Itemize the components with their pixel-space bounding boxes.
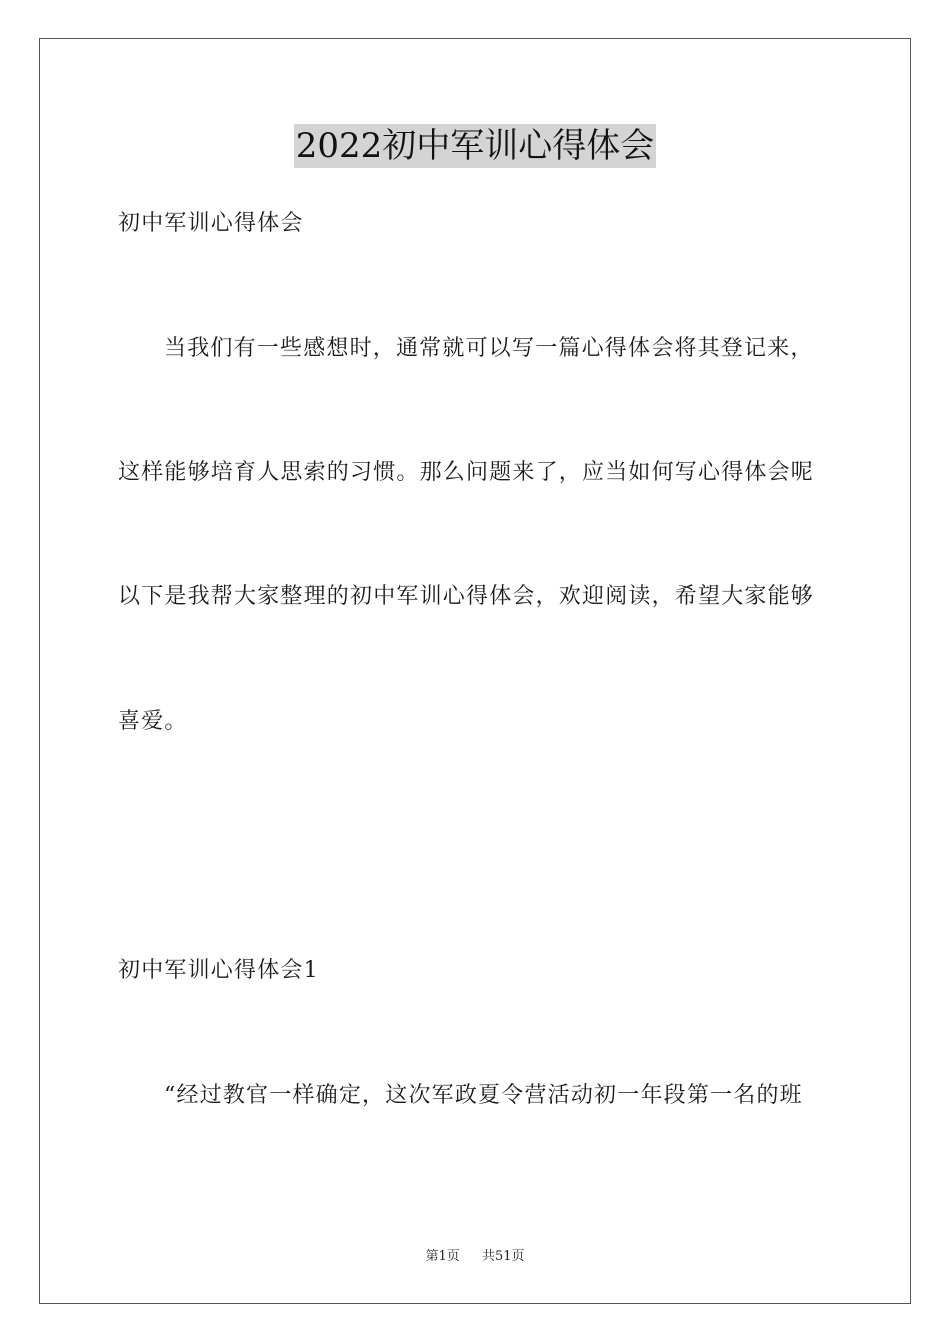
paragraph-line-1: 当我们有一些感想时，通常就可以写一篇心得体会将其登记来，	[164, 336, 814, 361]
title-container	[0, 124, 950, 168]
paragraph-line-2: 这样能够培育人思索的习惯。那么问题来了，应当如何写心得体会呢	[118, 460, 815, 485]
subheading: 初中军训心得体会	[118, 211, 304, 236]
document-title: 2022初中军训心得体会	[295, 126, 655, 166]
section-heading: 初中军训心得体会1	[118, 958, 319, 983]
paragraph-line-3: 以下是我帮大家整理的初中军训心得体会，欢迎阅读，希望大家能够	[118, 584, 815, 609]
paragraph-line-4: 喜爱。	[118, 709, 188, 734]
section-paragraph-line-1: “经过教官一样确定，这次军政夏令营活动初一年段第一名的班	[164, 1083, 803, 1108]
page-number: 第1页	[425, 1249, 460, 1264]
page-total: 共51页	[482, 1249, 525, 1264]
page-footer	[0, 1248, 950, 1266]
